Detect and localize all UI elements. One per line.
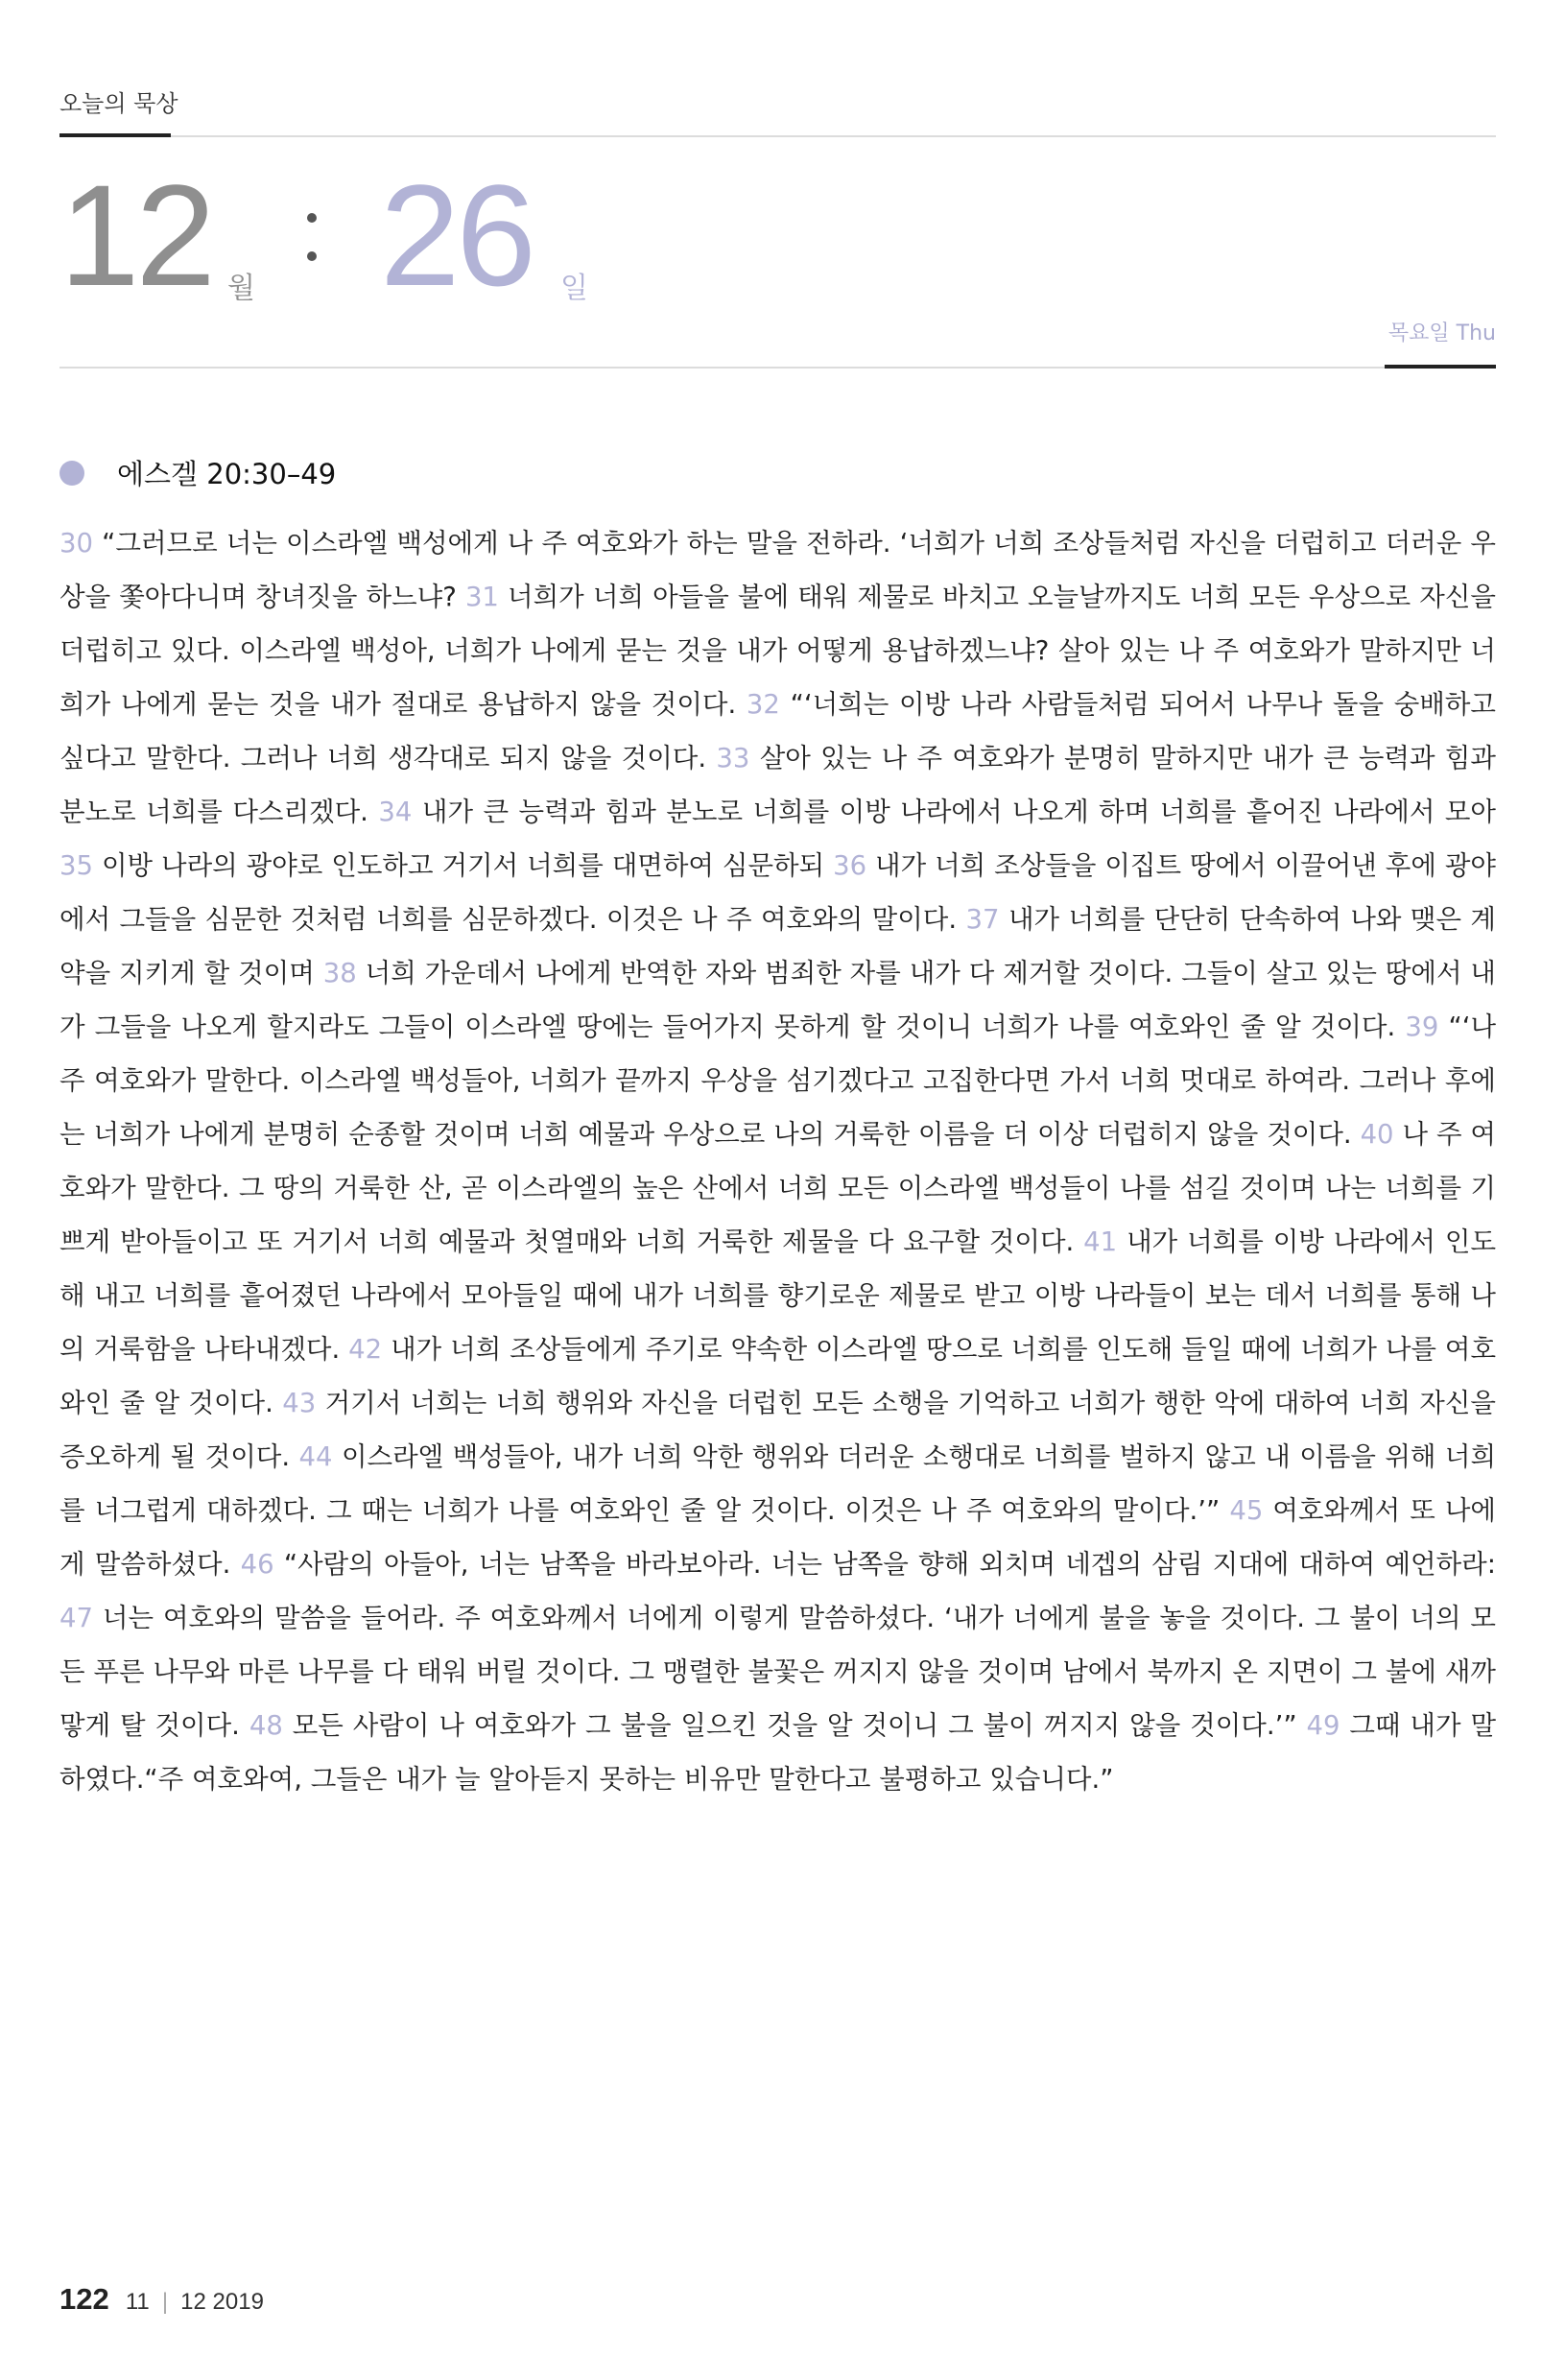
verse-text: 나 주 여호와가 말한다. 그 땅의 거룩한 산, 곧 이스라엘의 높은 산에서 너희 모든 이스라엘 백성들이 나를 섬길 것이며 나는 너희를 기쁘게 받아들이고 또 거기서 너희 예물과 첫열매와 너희 거룩한 제물을 다 요구할 것이다. [59, 1119, 1496, 1257]
verse-text: “‘나 주 여호와가 말한다. 이스라엘 백성들아, 너희가 끝까지 우상을 섬기겠다고 고집한다면 가서 너희 멋대로 하여라. 그러나 후에는 너희가 나에게 분명히 순종할 것이며 너희 예물과 우상으로 나의 거룩한 이름을 더 이상 더럽히지 않을 것이다. [59, 1012, 1497, 1150]
verse-text: 내가 너희 조상들에게 주기로 약속한 이스라엘 땅으로 너희를 인도해 들일 때에 너희가 나를 여호와인 줄 알 것이다. [59, 1334, 1497, 1418]
header-divider-accent [59, 133, 171, 137]
verse-number: 46 [240, 1549, 274, 1580]
date-divider-accent [1385, 365, 1496, 369]
verse-text: 그때 내가 말하였다.“주 여호와여, 그들은 내가 늘 알아듣지 못하는 비유만 말한다고 불평하고 있습니다.” [59, 1710, 1497, 1795]
day-number: 26 [380, 155, 533, 316]
verse-number: 36 [833, 850, 867, 881]
day-unit: 일 [560, 272, 588, 305]
verse [59, 850, 824, 881]
verse-number: 41 [1083, 1226, 1118, 1257]
month-unit: 월 [227, 272, 255, 305]
scripture-body [59, 516, 1496, 1806]
issue-date: 12 2019 [180, 2289, 264, 2315]
verse-number: 48 [249, 1710, 283, 1741]
verse-number: 34 [378, 797, 413, 827]
page-number: 122 [59, 2282, 109, 2316]
verse-text: 내가 큰 능력과 힘과 분노로 너희를 이방 나라에서 나오게 하며 너희를 흩어진 나라에서 모아 [421, 797, 1496, 827]
issue-month: 11 [125, 2289, 150, 2315]
verse-number: 31 [464, 582, 499, 612]
verse [249, 1710, 1297, 1741]
verse-number: 40 [1360, 1119, 1394, 1150]
reference-bullet-icon [59, 461, 84, 486]
verse-text: “사람의 아들아, 너는 남쪽을 바라보아라. 너는 남쪽을 향해 외치며 네겝의 삼림 지대에 대하여 예언하라: [283, 1549, 1496, 1580]
header-divider [59, 135, 1496, 137]
verse-number: 38 [322, 958, 357, 988]
verse-number: 30 [59, 528, 93, 559]
issue-separator: | [161, 2289, 169, 2315]
verse-number: 33 [716, 743, 750, 774]
verse [378, 797, 1496, 827]
verse-text: 내가 너희 조상들을 이집트 땅에서 이끌어낸 후에 광야에서 그들을 심문한 것처럼 너희를 심문하겠다. 이것은 나 주 여호와의 말이다. [59, 850, 1496, 935]
verse-number: 45 [1229, 1495, 1264, 1526]
verse-text: 살아 있는 나 주 여호와가 분명히 말하지만 내가 큰 능력과 힘과 분노로 너희를 다스리겠다. [59, 743, 1496, 827]
verse [241, 1549, 1496, 1580]
date-colon-dot-bottom [307, 251, 317, 261]
verse-text: “그러므로 너는 이스라엘 백성에게 나 주 여호와가 하는 말을 전하라. ‘너희가 너희 조상들처럼 자신을 더럽히고 더러운 우상을 쫓아다니며 창녀짓을 하느냐? [59, 528, 1496, 612]
verse-number: 43 [282, 1388, 317, 1418]
verse-number: 35 [59, 850, 93, 881]
date-colon-dot-top [307, 213, 317, 223]
verse-text: 거기서 너희는 너희 행위와 자신을 더럽힌 모든 소행을 기억하고 너희가 행한 악에 대하여 너희 자신을 증오하게 될 것이다. [59, 1388, 1496, 1472]
verse-text: 여호와께서 또 나에게 말씀하셨다. [59, 1495, 1496, 1580]
month-number: 12 [59, 155, 212, 316]
verse-number: 44 [298, 1441, 333, 1472]
verse-text: 너희가 너희 아들을 불에 태워 제물로 바치고 오늘날까지도 너희 모든 우상으로 자신을 더럽히고 있다. 이스라엘 백성아, 너희가 나에게 묻는 것을 내가 어떻게 용납하겠느냐? 살아 있는 나 주 여호와가 말하지만 너희가 나에게 묻는 것을 내가 절대로 용납하지 않을 것이다. [59, 582, 1496, 720]
verse-text: 내가 너희를 단단히 단속하여 나와 맺은 계약을 지키게 할 것이며 [59, 904, 1496, 988]
verse-text: 너희 가운데서 나에게 반역한 자와 범죄한 자를 내가 다 제거할 것이다. 그들이 살고 있는 땅에서 내가 그들을 나오게 할지라도 그들이 이스라엘 땅에는 들어가지 못하게 할 것이니 너희가 나를 여호와인 줄 알 것이다. [59, 958, 1496, 1042]
reference-text: 에스겔 20:30–49 [117, 458, 337, 490]
verse-text: 너는 여호와의 말씀을 들어라. 주 여호와께서 너에게 이렇게 말씀하셨다. ‘내가 너에게 불을 놓을 것이다. 그 불이 너의 모든 푸른 나무와 마른 나무를 다 태워 버릴 것이다. 그 맹렬한 불꽃은 꺼지지 않을 것이며 남에서 북까지 온 지면이 그 불에 새까맣게 탈 것이다. [59, 1603, 1496, 1741]
verse-text: 내가 너희를 이방 나라에서 인도해 내고 너희를 흩어졌던 나라에서 모아들일 때에 내가 너희를 향기로운 제물로 받고 이방 나라들이 보는 데서 너희를 통해 나의 거룩함을 나타내겠다. [59, 1226, 1497, 1365]
verse-text: 이스라엘 백성들아, 내가 너희 악한 행위와 더러운 소행대로 너희를 벌하지 않고 내 이름을 위해 너희를 너그럽게 대하겠다. 그 때는 너희가 나를 여호와인 줄 알 것이다. 이것은 나 주 여호와의 말이다.’” [59, 1441, 1497, 1526]
verse-number: 32 [746, 689, 780, 720]
verse-text: 모든 사람이 나 여호와가 그 불을 일으킨 것을 알 것이니 그 불이 꺼지지 않을 것이다.’” [292, 1710, 1297, 1741]
page-footer [59, 2282, 264, 2320]
verse-text: 이방 나라의 광야로 인도하고 거기서 너희를 대면하여 심문하되 [101, 850, 825, 881]
verse-number: 39 [1405, 1012, 1439, 1042]
verse-number: 49 [1306, 1710, 1340, 1741]
verse-number: 42 [348, 1334, 383, 1365]
verse-text: “‘너희는 이방 나라 사람들처럼 되어서 나무나 돌을 숭배하고 싶다고 말한다. 그러나 너희 생각대로 되지 않을 것이다. [59, 689, 1496, 774]
section-label: 오늘의 묵상 [59, 90, 178, 117]
verse-number: 37 [965, 904, 1000, 935]
verse-number: 47 [59, 1603, 93, 1633]
date-divider [59, 367, 1496, 369]
weekday-label: 목요일 Thu [1387, 321, 1496, 345]
